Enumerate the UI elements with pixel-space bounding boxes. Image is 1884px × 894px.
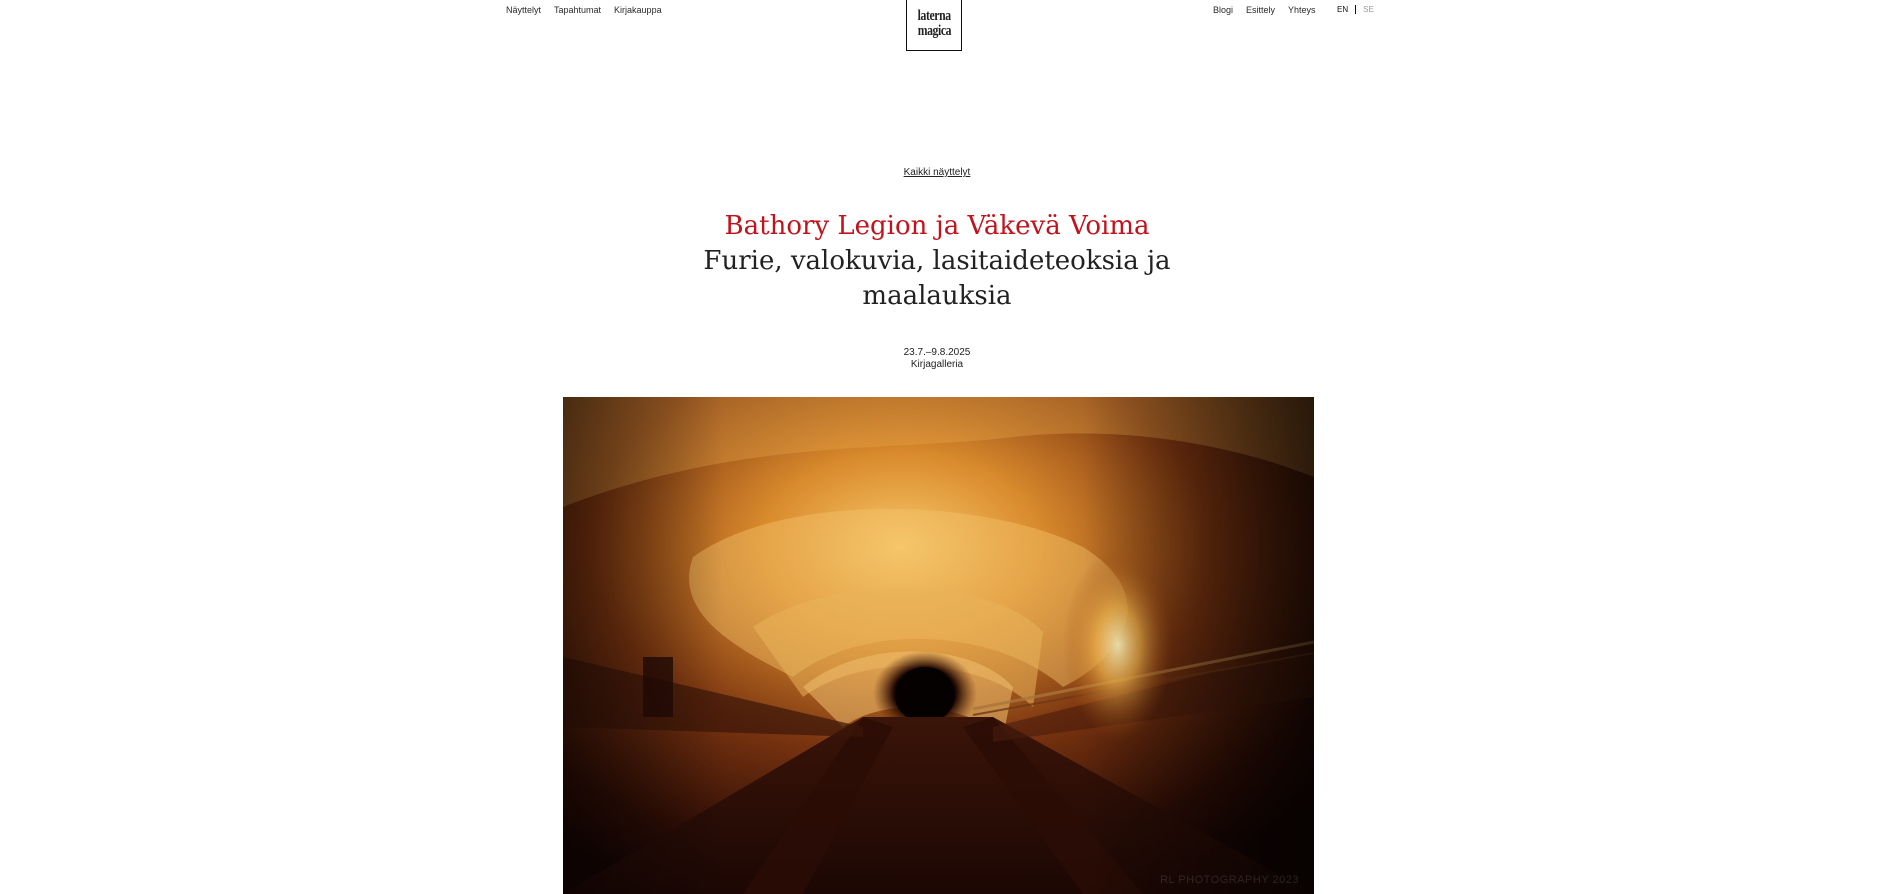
hero-image: [563, 397, 1314, 894]
site-logo[interactable]: [906, 0, 962, 51]
nav-link-blogi[interactable]: Blogi: [1213, 5, 1234, 15]
nav-link-tapahtumat[interactable]: Tapahtumat: [554, 5, 602, 15]
nav-link-esittely[interactable]: Esittely: [1246, 5, 1276, 15]
exhibition-venue: Kirjagalleria: [910, 359, 964, 370]
nav-link-nayttelyt[interactable]: Näyttelyt: [506, 5, 542, 15]
exhibition-heading: [642, 208, 1232, 314]
lang-divider: [1355, 5, 1356, 14]
primary-nav-right: [1213, 5, 1316, 15]
exhibition-subtitle: Furie, valokuvia, lasitaideteoksia ja maalauksia: [703, 246, 1171, 311]
tunnel-photo: [563, 397, 1314, 894]
exhibition-meta: [0, 347, 1874, 371]
exhibition-dates: 23.7.–9.8.2025: [903, 347, 971, 358]
lang-en[interactable]: EN: [1337, 5, 1349, 14]
logo-text-line2: magica: [917, 23, 951, 39]
logo-text-line1: laterna: [917, 8, 951, 24]
back-link-container: [0, 167, 1874, 178]
lang-se[interactable]: SE: [1363, 5, 1374, 14]
all-exhibitions-link[interactable]: Kaikki näyttelyt: [903, 167, 971, 178]
exhibition-title: Bathory Legion ja Väkevä Voima: [724, 211, 1150, 241]
nav-link-kirjakauppa[interactable]: Kirjakauppa: [614, 5, 662, 15]
primary-nav-left: [506, 5, 662, 15]
photo-watermark: RL PHOTOGRAPHY 2023: [1160, 874, 1299, 886]
nav-link-yhteys[interactable]: Yhteys: [1288, 5, 1316, 15]
language-switcher: [1337, 5, 1374, 14]
top-navigation: [0, 0, 1884, 60]
